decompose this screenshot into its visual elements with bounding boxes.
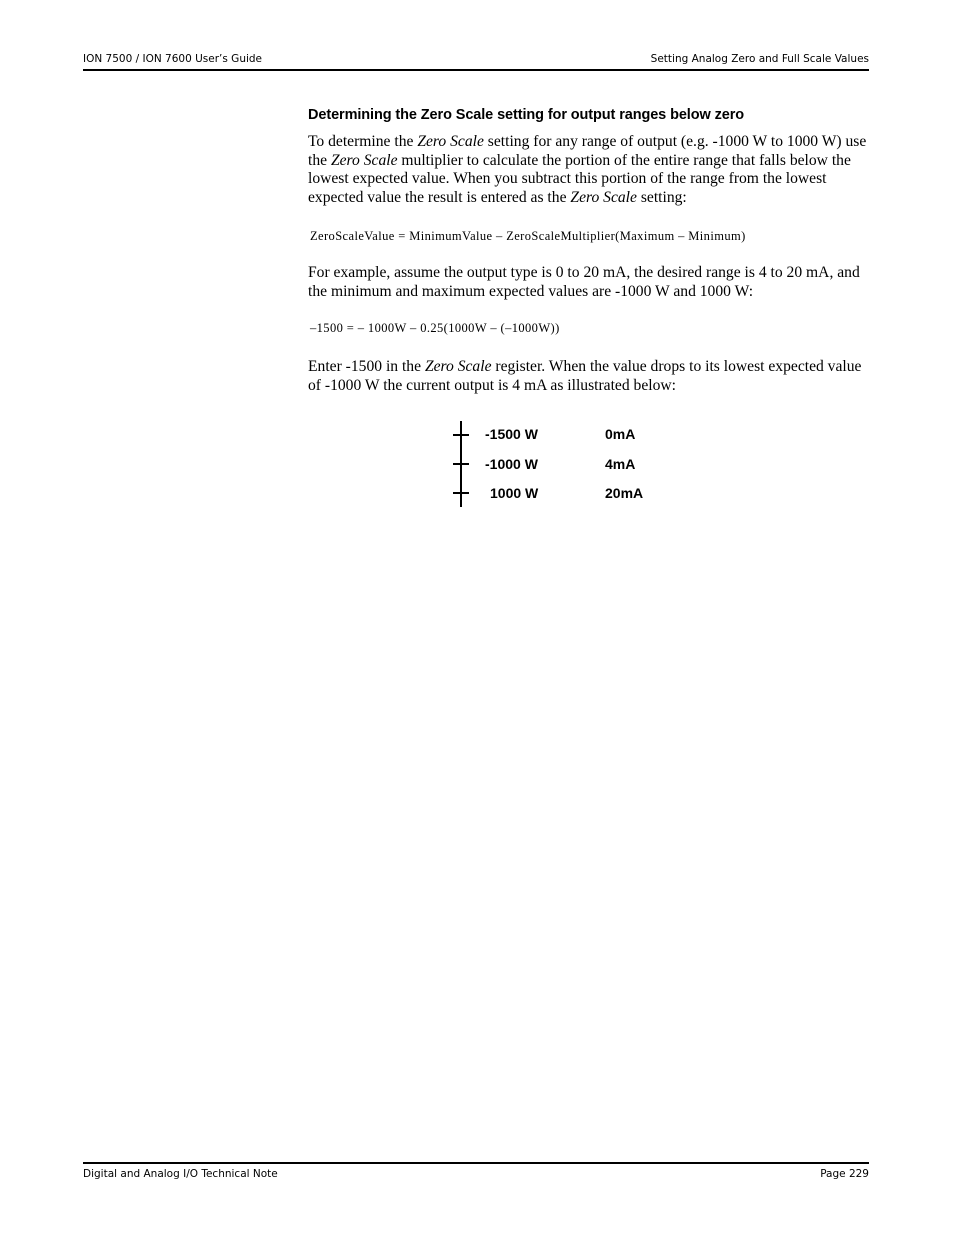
text-run: register. When the value drops to its lowest expected value of -1000 W the current output is 4 mA as illustrated below: (308, 358, 862, 394)
text-run: To determine the (308, 133, 418, 150)
formula-example: –1500 = – 1000W – 0.25(1000W – (–1000W)) (310, 321, 560, 335)
paragraph-result (308, 358, 870, 395)
scale-row-label: -1500 W (485, 426, 538, 442)
scale-row-label: 1000 W (490, 485, 539, 501)
paragraph-intro (308, 133, 870, 208)
footer-rule (83, 1162, 869, 1164)
example-text: For example, assume the output type is 0 to 20 mA, the desired range is 4 to 20 mA, and the minimum and maximum expected values are -1000 W and 1000 W: (308, 264, 860, 300)
scale-row-value: 0mA (605, 426, 636, 442)
footer-doc-title: Digital and Analog I/O Technical Note (83, 1168, 278, 1180)
formula-zero-scale: ZeroScaleValue = MinimumValue – ZeroScaleMultiplier(Maximum – Minimum) (310, 229, 746, 243)
term-zero-scale: Zero Scale (330, 151, 398, 169)
scale-diagram (440, 418, 700, 510)
text-run: setting for any range of output (e.g. -1000 W to 1000 W) use the (308, 133, 867, 169)
scale-row-value: 4mA (605, 456, 636, 472)
scale-row-value: 20mA (605, 485, 644, 501)
scale-tick (453, 434, 469, 436)
text-run: setting: (636, 189, 687, 207)
header-guide-title: ION 7500 / ION 7600 User’s Guide (83, 53, 263, 65)
scale-tick (453, 492, 469, 494)
text-run: Enter -1500 in the (308, 358, 425, 375)
page-number: Page 229 (820, 1168, 869, 1180)
header-rule (83, 69, 869, 71)
text-run: multiplier to calculate the portion of the entire range that falls below the lowest expected value. When you subtract this portion of the range from the lowest expected value the result is entered as the (308, 151, 851, 207)
term-zero-scale: Zero Scale (570, 189, 637, 207)
scale-tick (453, 463, 469, 465)
term-zero-scale: Zero Scale (417, 133, 484, 150)
term-zero-scale: Zero Scale (424, 358, 492, 375)
scale-row-label: -1000 W (485, 456, 538, 472)
paragraph-example (308, 264, 870, 301)
section-heading: Determining the Zero Scale setting for output ranges below zero (308, 107, 745, 123)
header-section-title: Setting Analog Zero and Full Scale Values (650, 53, 869, 65)
